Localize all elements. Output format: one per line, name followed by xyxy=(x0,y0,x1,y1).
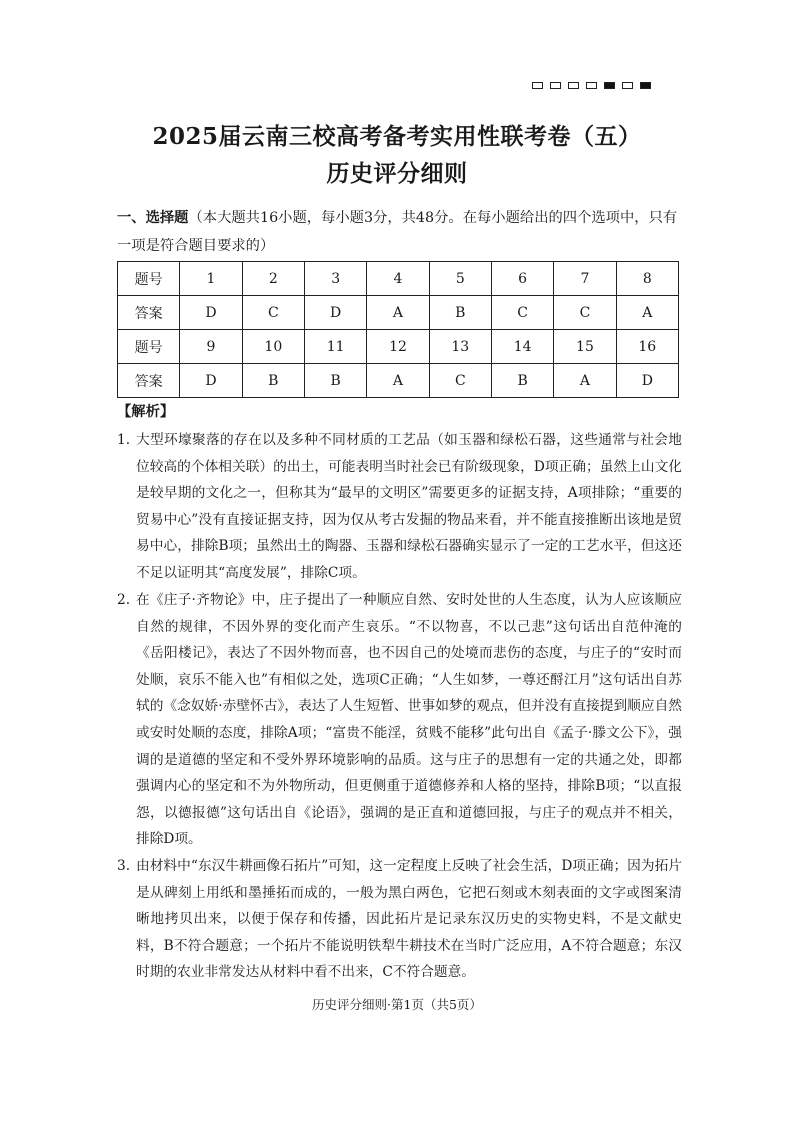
answer-table xyxy=(117,261,679,398)
table-cell: A xyxy=(367,296,429,330)
table-cell: C xyxy=(554,296,616,330)
table-cell: 2 xyxy=(242,262,304,296)
table-cell: 15 xyxy=(554,330,616,364)
table-cell: D xyxy=(180,296,242,330)
analysis-item xyxy=(117,587,682,853)
table-cell: 6 xyxy=(491,262,553,296)
table-cell: D xyxy=(304,296,366,330)
empty-square-icon xyxy=(622,82,633,89)
section-heading: 一、选择题 xyxy=(117,210,189,226)
table-cell: B xyxy=(304,364,366,398)
item-text: 在《庄子·齐物论》中，庄子提出了一种顺应自然、安时处世的人生态度，认为人应该顺应自然的规律，不因外界的变化而产生哀乐。“不以物喜，不以己悲”这句话出自范仲淹的《岳阳楼记》，表达了不因外物而喜，也不因自己的处境而悲伤的态度，与庄子的“安时而处顺，哀乐不能入也”有相似之处，选项C正确；“人生如梦，一尊还酹江月”这句话出自苏轼的《念奴娇·赤壁怀古》，表达了人生短暂、世事如梦的观点，但并没有直接提到顺应自然或安时处顺的态度，排除A项；“富贵不能淫，贫贱不能移”此句出自《孟子·滕文公下》，强调的是道德的坚定和不受外界环境影响的品质。这与庄子的思想有一定的共通之处，即都强调内心的坚定和不为外物所动，但更侧重于道德修养和人格的坚持，排除B项；“以直报怨，以德报德”这句话出自《论语》，强调的是正直和道德回报，与庄子的观点并不相关，排除D项。 xyxy=(136,592,682,848)
item-number: 2. xyxy=(117,592,131,608)
table-row xyxy=(118,296,679,330)
table-cell: D xyxy=(180,364,242,398)
table-cell: A xyxy=(554,364,616,398)
table-cell: B xyxy=(491,364,553,398)
empty-square-icon xyxy=(586,82,597,89)
table-cell: C xyxy=(429,364,491,398)
empty-square-icon xyxy=(550,82,561,89)
table-cell: 8 xyxy=(616,262,678,296)
table-row xyxy=(118,262,679,296)
table-row xyxy=(118,330,679,364)
table-cell: 14 xyxy=(491,330,553,364)
analysis-item xyxy=(117,853,682,986)
filled-square-icon xyxy=(604,82,615,89)
table-cell: D xyxy=(616,364,678,398)
page-footer: 历史评分细则·第1页（共5页） xyxy=(312,997,482,1012)
item-text: 大型环壕聚落的存在以及多种不同材质的工艺品（如玉器和绿松石器，这些通常与社会地位较高的个体相关联）的出土，可能表明当时社会已有阶级现象，D项正确；虽然上山文化是较早期的文化之一，但称其为“最早的文明区”需要更多的证据支持，A项排除；“重要的贸易中心”没有直接证据支持，因为仅从考古发掘的物品来看，并不能直接推断出该地是贸易中心，排除B项；虽然出土的陶器、玉器和绿松石器确实显示了一定的工艺水平，但这还不足以证明其“高度发展”，排除C项。 xyxy=(136,432,682,581)
table-cell: 11 xyxy=(304,330,366,364)
table-cell: 12 xyxy=(367,330,429,364)
table-cell: 9 xyxy=(180,330,242,364)
row-header-cell: 题号 xyxy=(118,330,180,364)
analysis-item xyxy=(117,427,682,587)
table-cell: 13 xyxy=(429,330,491,364)
analysis-label: 【解析】 xyxy=(117,404,175,420)
table-cell: C xyxy=(491,296,553,330)
table-cell: A xyxy=(616,296,678,330)
table-cell: 7 xyxy=(554,262,616,296)
table-cell: A xyxy=(367,364,429,398)
table-cell: 1 xyxy=(180,262,242,296)
table-cell: B xyxy=(429,296,491,330)
page-position-marks xyxy=(532,82,651,89)
table-cell: B xyxy=(242,364,304,398)
table-cell: 4 xyxy=(367,262,429,296)
empty-square-icon xyxy=(532,82,543,89)
table-cell: 5 xyxy=(429,262,491,296)
table-row xyxy=(118,364,679,398)
row-header-cell: 答案 xyxy=(118,364,180,398)
table-cell: 16 xyxy=(616,330,678,364)
row-header-cell: 答案 xyxy=(118,296,180,330)
filled-square-icon xyxy=(640,82,651,89)
item-text: 由材料中“东汉牛耕画像石拓片”可知，这一定程度上反映了社会生活，D项正确；因为拓片是从碑刻上用纸和墨捶拓而成的，一般为黑白两色，它把石刻或木刻表面的文字或图案清晰地拷贝出来，以便于保存和传播，因此拓片是记录东汉历史的实物史料，不是文献史料，B不符合题意；一个拓片不能说明铁犁牛耕技术在当时广泛应用，A不符合题意；东汉时期的农业非常发达从材料中看不出来，C不符合题意。 xyxy=(136,858,682,981)
item-number: 3. xyxy=(117,858,131,874)
page-subtitle: 历史评分细则 xyxy=(326,160,468,187)
page-title: 2025届云南三校高考备考实用性联考卷（五） xyxy=(152,123,642,150)
table-cell: 3 xyxy=(304,262,366,296)
section-instruction: （本大题共16小题，每小题3分，共48分。在每小题给出的四个选项中，只有一项是符合题目要求的） xyxy=(117,210,678,254)
empty-square-icon xyxy=(568,82,579,89)
table-cell: C xyxy=(242,296,304,330)
row-header-cell: 题号 xyxy=(118,262,180,296)
item-number: 1. xyxy=(117,432,131,448)
section-intro xyxy=(117,204,683,260)
table-cell: 10 xyxy=(242,330,304,364)
